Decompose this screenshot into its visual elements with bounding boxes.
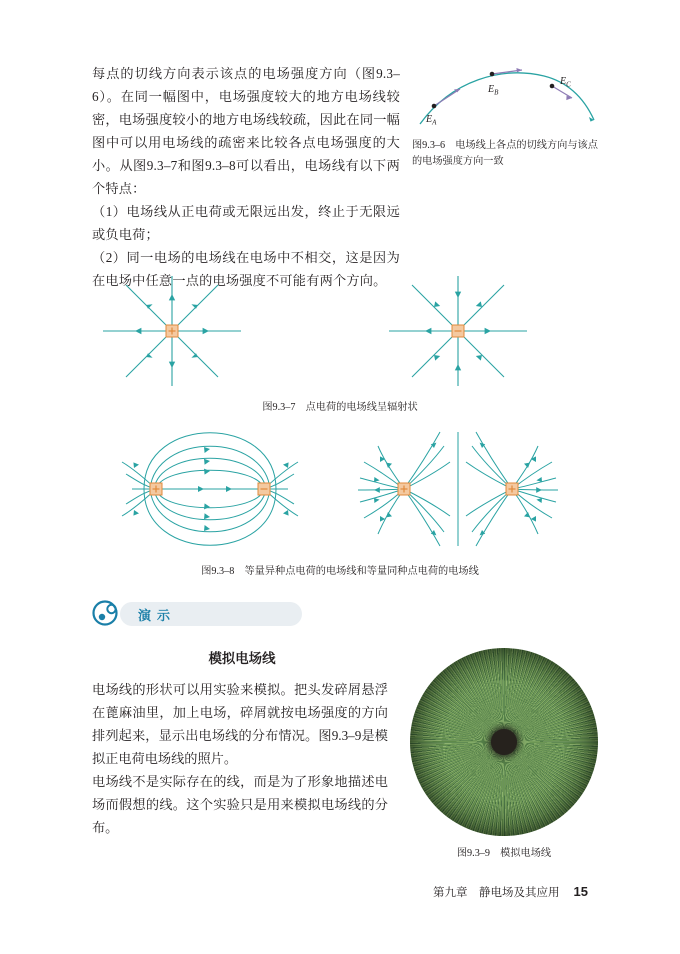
label-ea: E [426,114,433,125]
paragraph-2: （1）电场线从正电荷或无限远出发，终止于无限远或负电荷； [92,204,400,242]
paragraph-1: 每点的切线方向表示该点的电场强度方向（图9.3–6）。在同一幅图中，电场强度较大的地方电场线较密，电场强度较小的地方电场线较疏，因此在同一幅图中可以用电场线的疏密来比较各点电场强度的大小。从图9.3–7和图9.3–8可以看出，电场线有以下两个特点： [92,66,400,196]
demo-badge-label: 演示 [138,608,177,623]
svg-text:EC: $E_C$ [560,76,571,89]
label-ec: E [560,76,567,87]
figure-9-3-6-graphic [412,58,600,138]
demo-text-block [92,678,388,839]
demo-paragraph-1: 电场线的形状可以用实验来模拟。把头发碎屑悬浮在蓖麻油里，加上电场，碎屑就按电场强度的方向排列起来，显示出电场线的分布情况。图9.3–9是模拟正电荷电场线的照片。 [92,682,388,766]
footer-chapter: 第九章 静电场及其应用 [433,887,560,899]
figure-9-3-9 [404,648,604,862]
figure-9-3-8-graphic [92,424,588,554]
main-text-block [92,62,400,292]
figure-9-3-9-photo [410,648,598,836]
figure-9-3-6 [412,58,600,170]
demo-title: 模拟电场线 [208,651,276,666]
svg-text:EB: $E_B$ [488,84,499,97]
page-footer [92,884,588,900]
demo-circles-icon [92,600,122,628]
figure-9-3-7-graphic [92,272,588,390]
svg-text:EA: $E_A$ [426,114,437,127]
demo-paragraph-2: 电场线不是实际存在的线，而是为了形象地描述电场而假想的线。这个实验只是用来模拟电场线的分布。 [92,774,388,835]
label-eb: E [488,84,495,95]
footer-page-number: 15 [573,884,588,899]
figure-9-3-8-caption: 图9.3–8 等量异种点电荷的电场线和等量同种点电荷的电场线 [201,566,479,577]
figure-9-3-9-caption: 图9.3–9 模拟电场线 [456,848,552,859]
figure-9-3-7-caption: 图9.3–7 点电荷的电场线呈辐射状 [262,402,418,413]
demo-section-header [92,602,302,628]
figure-9-3-6-caption: 图9.3–6 电场线上各点的切线方向与该点的电场强度方向一致 [412,140,598,167]
figure-9-3-7 [92,272,588,416]
figure-9-3-8 [92,424,588,580]
photo-vignette [410,648,598,836]
paragraph-3: （2）同一电场的电场线在电场中不相交，这是因为在电场中任意一点的电场强度不可能有两个方向。 [92,250,400,288]
